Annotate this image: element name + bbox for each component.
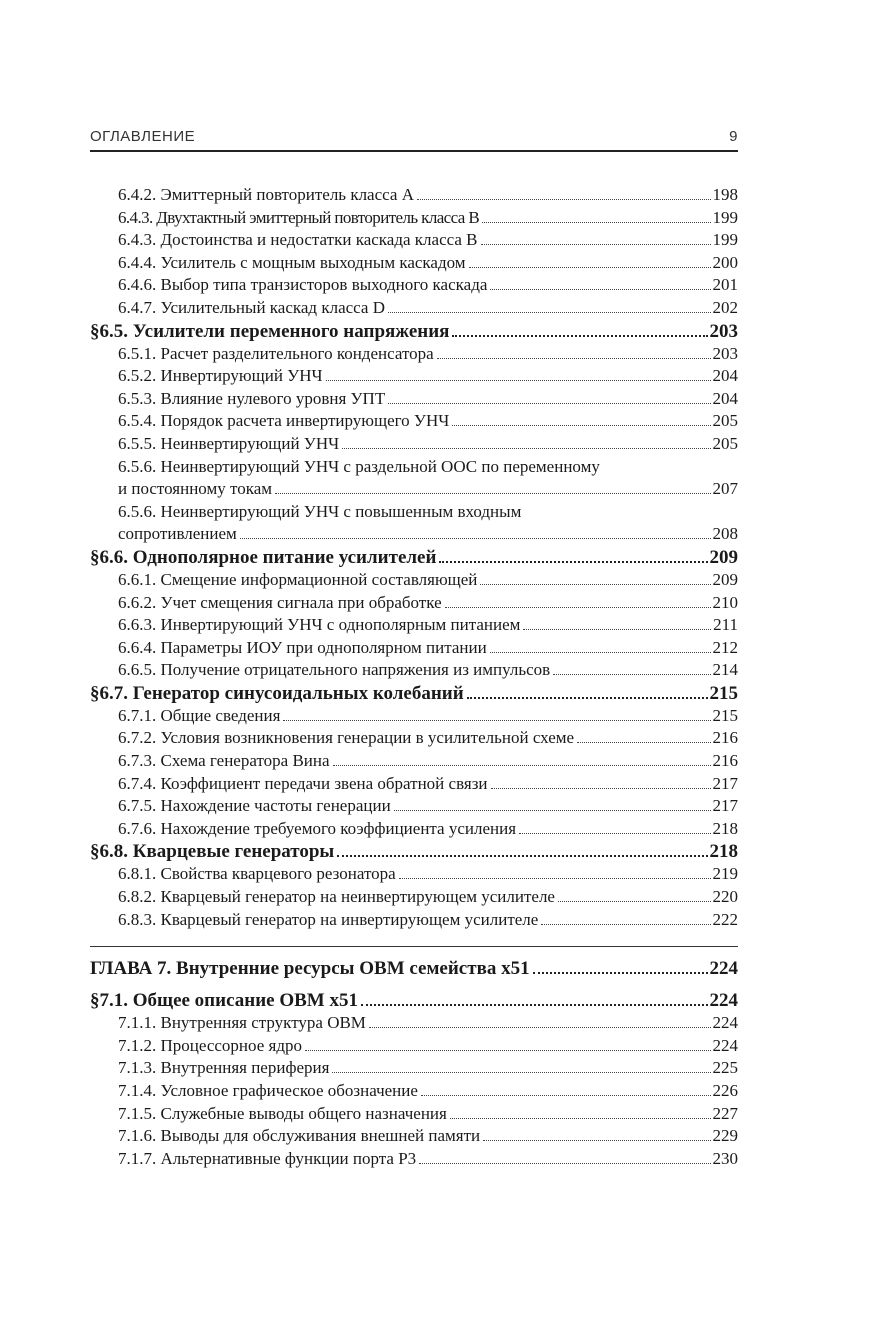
toc-entry[interactable] (90, 1103, 738, 1126)
toc-section[interactable] (90, 546, 738, 569)
dot-leader (450, 1118, 711, 1119)
toc-entry-continuation[interactable] (90, 523, 738, 546)
dot-leader (421, 1095, 711, 1096)
toc-entry-title: §6.6. Однополярное питание усилителей (90, 546, 437, 568)
dot-leader (445, 607, 711, 608)
toc-section[interactable] (90, 682, 738, 705)
toc-entry[interactable] (90, 343, 738, 366)
toc-page-number: 218 (712, 818, 738, 838)
toc-entry[interactable] (90, 1080, 738, 1103)
toc-entry[interactable] (90, 863, 738, 886)
toc-entry-title: §6.5. Усилители переменного напряжения (90, 320, 450, 342)
dot-leader (388, 312, 711, 313)
toc-page-number: 205 (712, 433, 738, 453)
dot-leader (481, 244, 711, 245)
toc-entry-title: 6.4.3. Достоинства и недостатки каскада класса В (118, 230, 478, 250)
toc-page-number: 210 (712, 592, 738, 612)
dot-leader (490, 289, 710, 290)
toc-page-number: 204 (712, 366, 738, 386)
toc-entry-title: 6.7.1. Общие сведения (118, 705, 281, 725)
toc-entry[interactable] (90, 818, 738, 841)
toc-page-number: 225 (712, 1058, 738, 1078)
toc-entry-title: 6.6.3. Инвертирующий УНЧ с однополярным питанием (118, 615, 521, 635)
dot-leader (523, 629, 711, 630)
toc-page-number: 211 (713, 615, 738, 635)
dot-leader (452, 425, 710, 426)
toc-entry-title: 6.5.4. Порядок расчета инвертирующего УНЧ (118, 411, 450, 431)
dot-leader (240, 538, 711, 539)
toc-entry-title: 6.4.3. Двухтактный эмиттерный повторитель класса В (118, 207, 480, 227)
toc-page-number: 224 (709, 990, 738, 1012)
toc-entry[interactable] (90, 365, 738, 388)
toc-entry-title: 6.6.2. Учет смещения сигнала при обработке (118, 592, 442, 612)
toc-section[interactable] (90, 989, 738, 1012)
toc-page-number: 201 (712, 275, 738, 295)
toc-entry-title: 7.1.3. Внутренняя периферия (118, 1058, 330, 1078)
toc-entry[interactable] (90, 795, 738, 818)
toc-entry-title: 6.5.6. Неинвертирующий УНЧ с повышенным входным (118, 501, 522, 521)
toc-entry-title: 6.8.2. Кварцевый генератор на неинвертирующем усилителе (118, 887, 555, 907)
dot-leader (483, 1140, 710, 1141)
toc-entry-title: 6.7.6. Нахождение требуемого коэффициента усиления (118, 818, 517, 838)
toc-entry[interactable] (90, 1125, 738, 1148)
dot-leader (467, 697, 708, 699)
toc-entry-title: 7.1.5. Служебные выводы общего назначения (118, 1103, 447, 1123)
dot-leader (399, 878, 711, 879)
toc-entry[interactable] (90, 252, 738, 275)
dot-leader (469, 267, 711, 268)
toc-entry[interactable] (90, 1012, 738, 1035)
toc-entry-title: 7.1.4. Условное графическое обозначение (118, 1081, 418, 1100)
toc-page-number: 227 (712, 1103, 738, 1123)
dot-leader (533, 972, 708, 974)
header-page-number: 9 (729, 128, 738, 145)
toc-entry[interactable] (90, 773, 738, 796)
toc-page-number: 230 (712, 1148, 738, 1168)
toc-page-number: 216 (712, 751, 738, 771)
toc-entry-title: 6.8.3. Кварцевый генератор на инвертирующем усилителе (118, 909, 539, 929)
toc-page-number: 215 (712, 705, 738, 725)
toc-page-number: 205 (712, 411, 738, 431)
toc-entry-title: 6.7.2. Условия возникновения генерации в усилительной схеме (118, 728, 575, 748)
toc-entry-title: 7.1.2. Процессорное ядро (118, 1035, 303, 1055)
dot-leader (541, 924, 710, 925)
toc-entry-continuation[interactable] (90, 478, 738, 501)
toc-entry[interactable] (90, 433, 738, 456)
dot-leader (519, 833, 710, 834)
toc-entry-title: §7.1. Общее описание ОВМ х51 (90, 990, 358, 1012)
toc-entry[interactable] (90, 207, 738, 230)
toc-page-number: 207 (712, 479, 738, 499)
chapter-divider (90, 946, 738, 947)
toc-page-number: 217 (712, 796, 738, 816)
toc-page-number: 218 (709, 841, 738, 863)
dot-leader (419, 1163, 710, 1164)
toc-page-number: 224 (712, 1035, 738, 1055)
toc-page-number: 212 (712, 637, 738, 657)
toc-entry[interactable] (90, 410, 738, 433)
dot-leader (482, 222, 710, 223)
spacer (90, 981, 738, 989)
dot-leader (417, 199, 711, 200)
dot-leader (490, 652, 711, 653)
toc-entry-title: 6.6.1. Смещение информационной составляющей (118, 569, 478, 589)
toc-entry[interactable] (90, 229, 738, 252)
toc-entry[interactable] (90, 705, 738, 728)
toc-entry[interactable] (90, 274, 738, 297)
dot-leader (558, 901, 711, 902)
toc-entry-title: §6.8. Кварцевые генераторы (90, 841, 335, 863)
toc-entry-title: 6.4.4. Усилитель с мощным выходным каскадом (118, 252, 466, 272)
toc-page-number: 216 (712, 728, 738, 748)
toc-entry[interactable] (90, 297, 738, 320)
toc-entry-title: 6.6.5. Получение отрицательного напряжения из импульсов (118, 660, 551, 680)
toc-page-number: 219 (712, 864, 738, 884)
dot-leader (439, 561, 707, 563)
toc-page-number: 199 (712, 207, 738, 227)
toc-page-number: 220 (712, 887, 738, 907)
toc-entry-title: 6.5.2. Инвертирующий УНЧ (118, 366, 323, 386)
toc-entry-title: 6.8.1. Свойства кварцевого резонатора (118, 864, 396, 884)
toc-entry[interactable] (90, 456, 738, 479)
toc-entry-title: §6.7. Генератор синусоидальных колебаний (90, 682, 464, 704)
dot-leader (275, 493, 710, 494)
dot-leader (388, 403, 710, 404)
dot-leader (333, 765, 711, 766)
toc-entry-title: 6.4.2. Эмиттерный повторитель класса А (118, 185, 414, 204)
toc-entry-title: 6.7.4. Коэффициент передачи звена обратной связи (118, 773, 488, 793)
running-header (90, 126, 738, 152)
toc-page-number: 209 (709, 546, 738, 568)
toc-page-number: 198 (712, 185, 738, 204)
toc-page-number: 224 (709, 958, 738, 980)
toc-entry[interactable] (90, 727, 738, 750)
toc-entry[interactable] (90, 614, 738, 637)
toc-entry-title: 7.1.6. Выводы для обслуживания внешней памяти (118, 1126, 481, 1146)
toc-entry[interactable] (90, 592, 738, 615)
toc-page-number: 226 (712, 1081, 738, 1100)
dot-leader (577, 742, 710, 743)
toc-entry-title: 6.4.7. Усилительный каскад класса D (118, 297, 385, 317)
toc-entry[interactable] (90, 1148, 738, 1171)
toc-page-number: 217 (712, 773, 738, 793)
toc-entry-title-continued: и постоянному токам (118, 479, 273, 499)
toc-entry-title: 7.1.7. Альтернативные функции порта Р3 (118, 1148, 417, 1168)
toc-section[interactable] (90, 320, 738, 343)
dot-leader (305, 1050, 710, 1051)
toc-entry-title: 6.6.4. Параметры ИОУ при однополярном питании (118, 637, 487, 657)
dot-leader (437, 358, 711, 359)
dot-leader (283, 720, 710, 721)
toc-entry-title: 6.5.5. Неинвертирующий УНЧ (118, 433, 340, 453)
toc-chapter[interactable] (90, 957, 738, 981)
toc-entry-title: ГЛАВА 7. Внутренние ресурсы ОВМ семейства х51 (90, 958, 530, 980)
dot-leader (394, 810, 711, 811)
dot-leader (452, 335, 707, 337)
toc-page-number: 204 (712, 388, 738, 408)
toc-entry[interactable] (90, 886, 738, 909)
toc-page-number: 215 (709, 682, 738, 704)
toc-entry-title: 6.5.1. Расчет разделительного конденсатора (118, 343, 434, 363)
toc-page-number: 222 (712, 909, 738, 929)
toc-page-number: 199 (712, 230, 738, 250)
toc-page-number: 214 (712, 660, 738, 680)
dot-leader (326, 380, 711, 381)
toc-entry-title: 6.5.6. Неинвертирующий УНЧ с раздельной ООС по переменному (118, 456, 600, 476)
toc-entry[interactable] (90, 1035, 738, 1058)
toc-entry-title: 6.7.3. Схема генератора Вина (118, 751, 330, 771)
dot-leader (342, 448, 710, 449)
header-title: ОГЛАВЛЕНИЕ (90, 128, 196, 145)
toc-entry-title: 6.4.6. Выбор типа транзисторов выходного каскада (118, 275, 488, 295)
dot-leader (332, 1072, 710, 1073)
dot-leader (553, 674, 710, 675)
toc-section[interactable] (90, 840, 738, 863)
dot-leader (369, 1027, 711, 1028)
toc-entry-title-continued: сопротивлением (118, 524, 237, 544)
toc-entry[interactable] (90, 184, 738, 207)
toc-page-number: 203 (709, 320, 738, 342)
toc-entry-title: 6.7.5. Нахождение частоты генерации (118, 796, 391, 816)
toc-page-number: 229 (712, 1126, 738, 1146)
toc-page-number: 202 (712, 297, 738, 317)
dot-leader (491, 788, 711, 789)
toc-entry-title: 7.1.1. Внутренняя структура ОВМ (118, 1013, 366, 1033)
toc-page-number: 224 (712, 1013, 738, 1033)
toc-page-number: 200 (712, 252, 738, 272)
dot-leader (361, 1004, 708, 1006)
toc-entry[interactable] (90, 501, 738, 524)
toc-entry[interactable] (90, 637, 738, 660)
toc-page-number: 209 (712, 569, 738, 589)
toc-entry-title: 6.5.3. Влияние нулевого уровня УПТ (118, 388, 386, 408)
toc-entry[interactable] (90, 569, 738, 592)
toc-entry[interactable] (90, 750, 738, 773)
table-of-contents (90, 184, 738, 1170)
toc-entry[interactable] (90, 388, 738, 411)
dot-leader (480, 584, 710, 585)
toc-page-number: 203 (712, 343, 738, 363)
toc-entry[interactable] (90, 909, 738, 932)
toc-page-number: 208 (712, 524, 738, 544)
toc-entry[interactable] (90, 659, 738, 682)
dot-leader (337, 855, 707, 857)
toc-entry[interactable] (90, 1057, 738, 1080)
